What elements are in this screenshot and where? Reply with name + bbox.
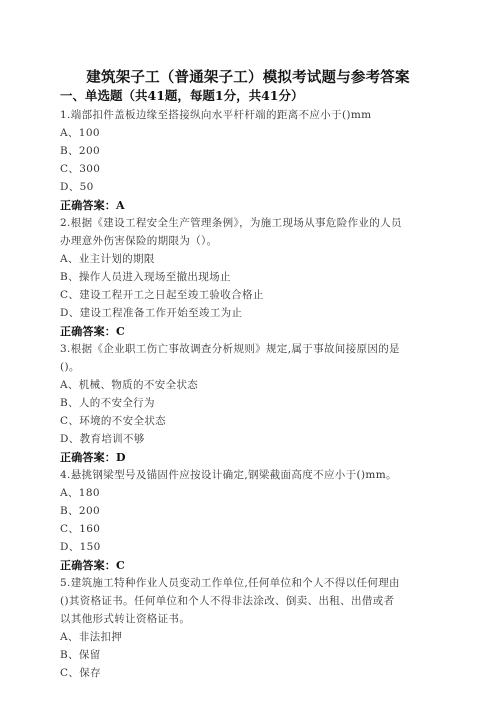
- question-3-stem-line-1: 3.根据《企业职工伤亡事故调查分析规则》规定,属于事故间接原因的是: [60, 343, 400, 355]
- question-3-option-a: A、机械、物质的不安全状态: [60, 379, 199, 391]
- question-5-option-a: A、非法扣押: [60, 631, 123, 643]
- question-4-stem: 4.悬挑钢梁型号及锚固件应按设计确定,钢梁截面高度不应小于()mm。: [60, 469, 397, 481]
- question-4-answer: 正确答案：C: [60, 559, 125, 572]
- question-5-option-c: C、保存: [60, 667, 101, 679]
- question-1-answer: 正确答案：A: [60, 199, 125, 212]
- question-2-option-d: D、建设工程准备工作开始至竣工为止: [60, 307, 243, 319]
- question-1-option-d: D、50: [60, 181, 94, 193]
- question-2-stem-line-2: 办理意外伤害保险的期限为（）。: [60, 235, 218, 247]
- question-2-stem-line-1: 2.根据《建设工程安全生产管理条例》，为施工现场从事危险作业的人员: [60, 217, 402, 229]
- question-3-option-b: B、人的不安全行为: [60, 397, 155, 409]
- question-2-answer: 正确答案：C: [60, 325, 125, 338]
- question-2-option-b: B、操作人员进入现场至撤出现场止: [60, 271, 231, 283]
- question-5-stem-line-1: 5.建筑施工特种作业人员变动工作单位,任何单位和个人不得以任何理由: [60, 577, 400, 589]
- question-1-option-b: B、200: [60, 145, 101, 157]
- question-3-stem-line-2: ()。: [60, 361, 80, 373]
- document-title: 建筑架子工（普通架子工）模拟考试题与参考答案: [86, 69, 410, 86]
- question-5-stem-line-2: ()其资格证书。任何单位和个人不得非法涂改、倒卖、出租、出借或者: [60, 595, 395, 607]
- question-4-option-c: C、160: [60, 523, 101, 535]
- question-3-option-d: D、教育培训不够: [60, 433, 145, 445]
- question-1-stem: 1.端部扣件盖板边缘至搭接纵向水平杆杆端的距离不应小于()mm: [60, 109, 372, 121]
- question-3-option-c: C、环境的不安全状态: [60, 415, 167, 427]
- question-1-option-c: C、300: [60, 163, 101, 175]
- question-2-option-c: C、建设工程开工之日起至竣工验收合格止: [60, 289, 264, 301]
- section-heading: 一、单选题（共41题，每题1分，共41分）: [60, 88, 304, 103]
- question-5-stem-line-3: 以其他形式转让资格证书。: [60, 613, 191, 625]
- question-4-option-a: A、180: [60, 487, 100, 499]
- question-2-option-a: A、业主计划的期限: [60, 253, 155, 265]
- question-1-option-a: A、100: [60, 127, 100, 139]
- question-4-option-d: D、150: [60, 541, 101, 553]
- question-4-option-b: B、200: [60, 505, 101, 517]
- question-5-option-b: B、保留: [60, 649, 101, 661]
- question-3-answer: 正确答案：D: [60, 451, 126, 464]
